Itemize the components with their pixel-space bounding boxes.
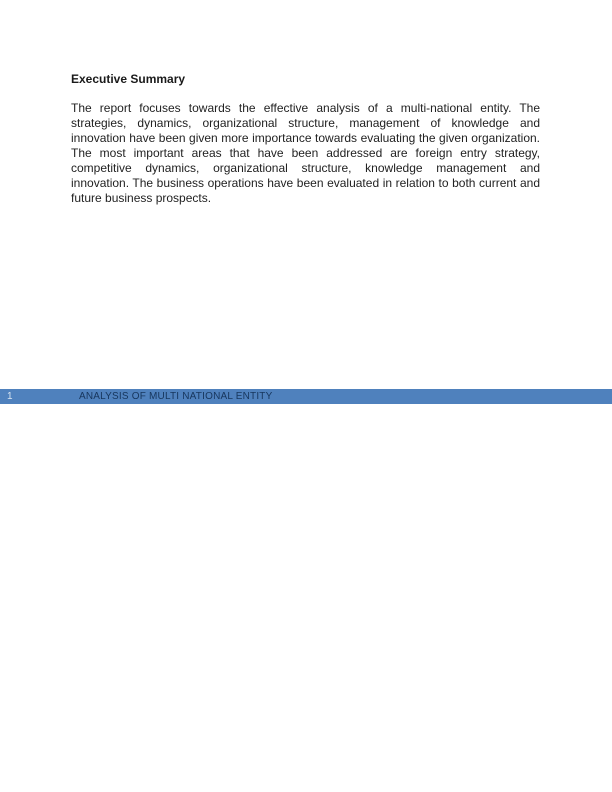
executive-summary-heading: Executive Summary — [71, 72, 186, 86]
running-title: ANALYSIS OF MULTI NATIONAL ENTITY — [79, 391, 273, 402]
footer-bar — [0, 389, 612, 404]
paragraph-line: The report focuses towards the effective analysis of a multi-national entity. The — [71, 101, 540, 115]
paragraph-line: innovation have been given more importance towards evaluating the given organization. — [71, 131, 540, 145]
page-number: 1 — [7, 391, 13, 402]
paragraph-line: future business prospects. — [71, 191, 212, 205]
paragraph-line: The most important areas that have been addressed are foreign entry strategy, — [71, 146, 540, 160]
paragraph-line: strategies, dynamics, organizational structure, management of knowledge and — [71, 116, 540, 130]
summary-paragraph — [71, 101, 540, 206]
paragraph-line: innovation. The business operations have been evaluated in relation to both current and — [71, 176, 540, 190]
paragraph-line: competitive dynamics, organizational structure, knowledge management and — [71, 161, 540, 175]
